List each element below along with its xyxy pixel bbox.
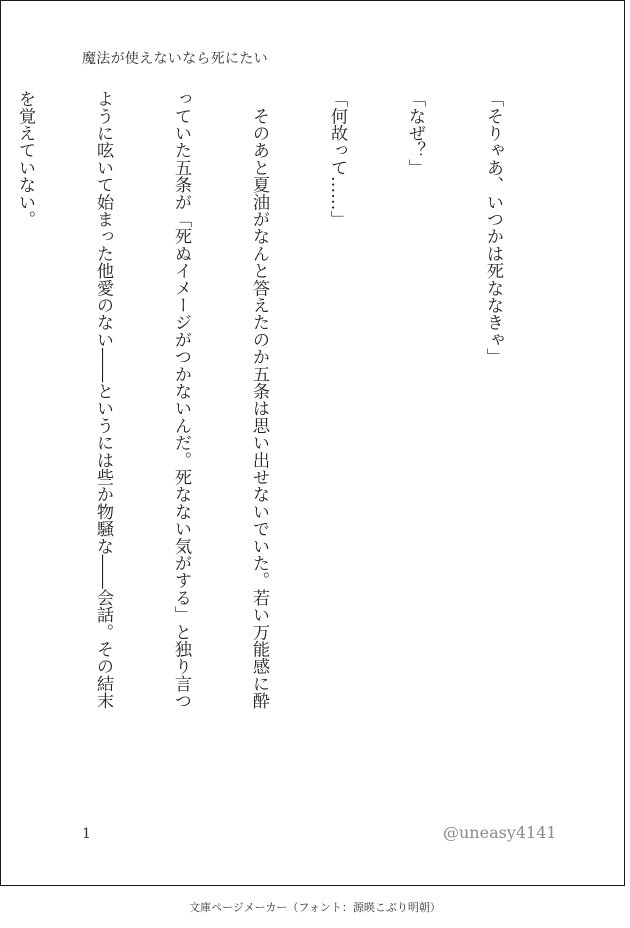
text-line: 「何故って……」 [327, 90, 347, 228]
text-line: 「なぜ？」 [405, 90, 425, 176]
text-line: を覚えていない。 [15, 90, 35, 228]
text-line: そのあと夏油がなんと答えたのか五条は思い出せないでいた。若い万能感に酔 [249, 90, 269, 710]
author-handle: @uneasy4141 [443, 823, 557, 842]
body-text [0, 90, 558, 810]
page-number: 1 [82, 826, 91, 842]
text-line: ように呟いて始まった他愛のない――というには些か物騒な――会話。その結末 [93, 90, 113, 710]
text-line: 「そりゃあ、いつかは死ななきゃ」 [483, 90, 503, 366]
running-title: 魔法が使えないなら死にたい [82, 51, 268, 67]
generator-credit: 文庫ページメーカー（フォント：源暎こぶり明朝） [189, 901, 441, 914]
text-line: っていた五条が「死ぬイメージがつかないんだ。死なない気がする」と独り言つ [171, 90, 191, 710]
